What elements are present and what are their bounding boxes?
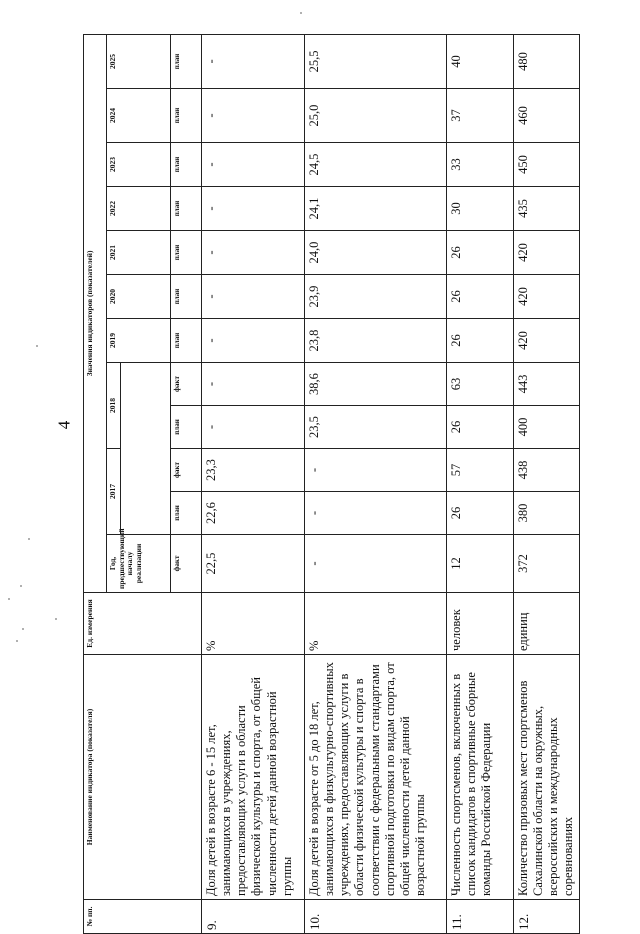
- table-body: [201, 34, 579, 933]
- scan-speck: [16, 640, 18, 642]
- header-plan: план: [170, 89, 201, 143]
- value-2022-plan: 30: [446, 187, 513, 231]
- value-2024-plan: 37: [446, 89, 513, 143]
- header-plan: план: [170, 492, 201, 535]
- value-2025-plan: 40: [446, 34, 513, 88]
- value-2025-plan: -: [201, 34, 304, 88]
- rotated-table-sheet: [83, 35, 613, 934]
- value-2017-plan: -: [304, 492, 446, 535]
- row-number: 9.: [201, 900, 304, 934]
- value-2020-plan: 23,9: [304, 275, 446, 319]
- header-year-2025: 2025: [107, 34, 171, 88]
- table-row: [513, 34, 579, 933]
- row-number: 11.: [446, 900, 513, 934]
- unit-cell: единиц: [513, 593, 579, 655]
- value-2017-plan: 380: [513, 492, 579, 535]
- indicator-name: Численность спортсменов, включенных в список кандидатов в спортивные сборные команды Российской Федерации: [446, 655, 513, 900]
- header-year-2024: 2024: [107, 89, 171, 143]
- value-2020-plan: 26: [446, 275, 513, 319]
- header-plan: план: [170, 143, 201, 187]
- value-base-fact: -: [304, 535, 446, 593]
- value-2018-plan: 23,5: [304, 406, 446, 449]
- value-2023-plan: 33: [446, 143, 513, 187]
- row-number: 10.: [304, 900, 446, 934]
- value-2023-plan: 450: [513, 143, 579, 187]
- row-number: 12.: [513, 900, 579, 934]
- scan-speck: [22, 628, 24, 630]
- header-plan: план: [170, 319, 201, 363]
- value-base-fact: 372: [513, 535, 579, 593]
- value-base-fact: 22,5: [201, 535, 304, 593]
- value-2020-plan: -: [201, 275, 304, 319]
- scan-speck: [55, 618, 57, 620]
- value-2024-plan: 460: [513, 89, 579, 143]
- value-2018-fact: -: [201, 363, 304, 406]
- scan-speck: [8, 598, 10, 600]
- value-2018-plan: 400: [513, 406, 579, 449]
- value-2021-plan: 420: [513, 231, 579, 275]
- value-2017-fact: 23,3: [201, 449, 304, 492]
- header-year-2019: 2019: [107, 319, 171, 363]
- header-name: Наименование индикатора (показателя): [84, 655, 202, 900]
- header-year-2020: 2020: [107, 275, 171, 319]
- header-year-2022: 2022: [107, 187, 171, 231]
- value-2021-plan: 24,0: [304, 231, 446, 275]
- value-2023-plan: -: [201, 143, 304, 187]
- value-2018-plan: 26: [446, 406, 513, 449]
- header-indicator-values: Значения индикаторов (показателей): [84, 34, 107, 592]
- value-2022-plan: 24,1: [304, 187, 446, 231]
- value-2018-plan: -: [201, 406, 304, 449]
- value-2024-plan: 25,0: [304, 89, 446, 143]
- header-year-2021: 2021: [107, 231, 171, 275]
- header-fact: факт: [170, 363, 201, 406]
- value-2018-fact: 38,6: [304, 363, 446, 406]
- unit-cell: %: [304, 593, 446, 655]
- indicator-name: Количество призовых мест спортсменов Сахалинской области на окружных, всероссийских и международных соревнованиях: [513, 655, 579, 900]
- header-plan: план: [170, 406, 201, 449]
- header-year-2017: 2017: [107, 449, 121, 535]
- scan-speck: [300, 12, 302, 14]
- unit-cell: %: [201, 593, 304, 655]
- header-fact: факт: [170, 449, 201, 492]
- value-2018-fact: 63: [446, 363, 513, 406]
- header-plan: план: [170, 231, 201, 275]
- value-2019-plan: 26: [446, 319, 513, 363]
- value-2017-plan: 22,6: [201, 492, 304, 535]
- value-2023-plan: 24,5: [304, 143, 446, 187]
- value-2020-plan: 420: [513, 275, 579, 319]
- value-2024-plan: -: [201, 89, 304, 143]
- header-year-2018: 2018: [107, 363, 121, 449]
- value-2017-fact: -: [304, 449, 446, 492]
- header-unit: Ед. измерения: [84, 593, 202, 655]
- value-2021-plan: 26: [446, 231, 513, 275]
- value-2017-fact: 57: [446, 449, 513, 492]
- value-2017-plan: 26: [446, 492, 513, 535]
- table-row: [304, 34, 446, 933]
- value-2019-plan: 23,8: [304, 319, 446, 363]
- scan-speck: [28, 538, 30, 540]
- scan-speck: [20, 585, 22, 587]
- unit-cell: человек: [446, 593, 513, 655]
- header-fact: факт: [170, 535, 201, 593]
- header-plan: план: [170, 34, 201, 88]
- value-2025-plan: 25,5: [304, 34, 446, 88]
- value-2021-plan: -: [201, 231, 304, 275]
- scan-speck: [36, 345, 38, 347]
- header-plan: план: [170, 187, 201, 231]
- value-2019-plan: 420: [513, 319, 579, 363]
- page-number: 4: [54, 420, 74, 430]
- table-row: [201, 34, 304, 933]
- indicators-table: [83, 34, 580, 934]
- indicator-name: Доля детей в возрасте от 5 до 18 лет, занимающихся в физкультурно-спортивных учреждениях, предоставляющих услуги в области физической культуры и спорта в соответствии с федеральными стандартами спортивной подготовки по видам спорта, от общей численности детей данной возрастной группы: [304, 655, 446, 900]
- header-base-year: Год, предшествующий началу реализации: [107, 535, 171, 593]
- header-no: № пп.: [84, 900, 202, 934]
- value-2025-plan: 480: [513, 34, 579, 88]
- value-2018-fact: 443: [513, 363, 579, 406]
- header-year-2023: 2023: [107, 143, 171, 187]
- table-row: [446, 34, 513, 933]
- value-base-fact: 12: [446, 535, 513, 593]
- value-2022-plan: 435: [513, 187, 579, 231]
- value-2019-plan: -: [201, 319, 304, 363]
- value-2017-fact: 438: [513, 449, 579, 492]
- header-plan: план: [170, 275, 201, 319]
- value-2022-plan: -: [201, 187, 304, 231]
- indicator-name: Доля детей в возрасте 6 - 15 лет, занимающихся в учреждениях, предоставляющих услуги в области физической культуры и спорта, от общей численности детей данной возрастной группы: [201, 655, 304, 900]
